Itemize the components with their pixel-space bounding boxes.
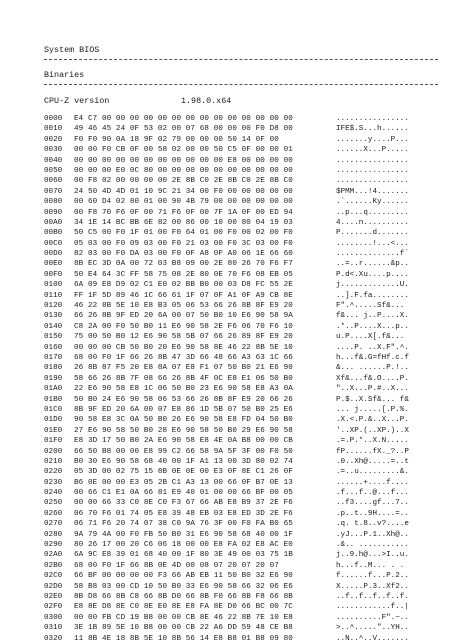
hex-row-bytes: 50 C5 00 F0 1F 01 00 F0 64 01 00 F0 00 02 00 F0 [74,229,293,238]
hex-dump-row [44,322,436,332]
hex-dump-row [44,447,436,457]
cpuz-version-label: CPU-Z version [44,96,110,106]
hex-row-address: 00A0 [44,218,63,227]
hex-dump-row [44,561,436,571]
hex-dump-row [44,353,436,363]
hex-row-bytes: 00 00 00 CB 50 B0 20 E6 90 58 8E 46 22 8B 5E 10 [74,343,293,352]
hex-row-address: 00C0 [44,239,63,248]
hex-row-address: 0130 [44,312,63,321]
hex-row-bytes: 00 60 D4 02 80 01 00 90 4B 79 00 00 00 00 00 00 [74,198,293,207]
hex-row-address: 0020 [44,135,63,144]
hex-row-address: 01C0 [44,405,63,414]
hex-row-bytes: 3E 1B 89 5E 10 B8 00 00 CB 22 A6 DD 59 48 CE B8 [74,624,293,633]
hex-row-bytes: 8B EC 3D 0A 00 72 03 B8 09 00 2E 80 26 70 F6 F7 [74,260,293,269]
hex-row-bytes: 8B 9F ED 20 6A 00 07 E8 86 1D 5B 07 50 B0 25 E6 [74,405,293,414]
hex-row-bytes: 9A 79 4A 00 F0 FB 50 B0 31 E6 90 58 68 40 00 1F [74,530,293,539]
hex-row-ascii: >..^....."..YH.. [336,624,409,633]
hex-row-ascii: u.P....X[.f&... [336,333,409,342]
hex-row-bytes: 58 66 26 8B 7F 08 66 26 8B 4F 0C E8 E1 06 50 B0 [74,374,293,383]
hex-row-address: 0300 [44,613,63,622]
hex-dump-row [44,270,436,280]
hex-dump-row [44,395,436,405]
hex-row-address: 0060 [44,177,63,186]
hex-dump-row [44,176,436,186]
hex-dump-row [44,249,436,259]
hex-row-ascii: .......y....P... [336,135,409,144]
hex-row-ascii: ..].F.fa........ [336,291,409,300]
hex-row-ascii: .*..P....X...p.. [336,322,409,331]
hex-row-ascii: .=..u.........&. [336,468,409,477]
hex-row-address: 0110 [44,291,63,300]
hex-row-ascii: X.....P.3..Xf2.. [336,582,409,591]
hex-row-address: 0080 [44,198,63,207]
hex-row-address: 0260 [44,509,63,518]
hex-dump-row [44,457,436,467]
hex-row-ascii: ................ [336,177,409,186]
hex-row-bytes: 6A 9C E8 39 01 68 40 00 1F 80 3E 49 00 03 75 1B [74,551,293,560]
hex-dump-row [44,187,436,197]
hex-row-ascii: ................ [336,156,409,165]
hex-row-address: 01E0 [44,426,63,435]
hex-dump-row [44,280,436,290]
hex-row-address: 02B0 [44,561,63,570]
hex-row-ascii: ..f..f..f..f..f. [336,592,409,601]
hex-row-bytes: 00 F8 02 00 00 00 00 2E 8B C0 2E 8B C0 2E 8B C0 [74,177,293,186]
hex-row-bytes: 00 00 00 00 00 00 00 00 00 00 00 E8 00 00 00 00 [74,156,293,165]
hex-dump-row [44,156,436,166]
hex-row-ascii: j..9.h@...>I..u. [336,551,409,560]
hex-row-ascii: ..............f` [336,250,409,259]
hex-row-address: 0100 [44,281,63,290]
hex-row-ascii: ..p...q......... [336,208,409,217]
hex-dump-row [44,384,436,394]
hex-row-address: 01F0 [44,437,63,446]
hex-row-address: 0250 [44,499,63,508]
hex-row-ascii: .q. t.8..v?....e [336,520,409,529]
hex-row-ascii: ..=..r......&p.. [336,260,409,269]
hex-row-ascii: F".^.....Sf&... [336,302,409,311]
hex-row-bytes: 00 00 00 E0 0C 80 00 00 00 00 00 00 00 00 00 00 [74,166,293,175]
hex-row-bytes: 11 8B 4E 18 8B 5E 10 8B 56 14 E8 B8 01 B8 09 80 [74,634,293,643]
hex-row-bytes: 00 F8 70 F6 0F 00 71 F6 0F 00 7F 1A 0F 00 ED 94 [74,208,293,217]
hex-row-ascii: 4....n.......... [336,218,409,227]
section-title-binaries: Binaries [44,70,85,80]
hex-row-address: 0310 [44,624,63,633]
hex-dump-row [44,488,436,498]
hex-row-address: 0090 [44,208,63,217]
hex-row-address: 0290 [44,541,63,550]
hex-row-address: 0120 [44,302,63,311]
hex-row-address: 0320 [44,634,63,643]
hex-dump-row [44,363,436,373]
hex-dump-row [44,124,436,134]
hex-row-ascii: .p..t..9H....=.. [336,509,409,518]
hex-dump-row [44,197,436,207]
hex-row-ascii: .f...f..@...f... [336,489,409,498]
hex-row-bytes: 00 00 FB CD 19 B8 00 00 CB 8E 46 22 8B 7E 10 E8 [74,613,293,622]
hex-row-bytes: 66 26 8B 9F ED 20 6A 00 07 50 B0 10 E6 90 58 9A [74,312,293,321]
hex-row-ascii: ................ [336,115,409,123]
hex-row-ascii: ................ [336,166,409,175]
hex-dump-row [44,582,436,592]
hex-row-ascii: ... j.....[.P.%. [336,405,409,414]
hex-row-bytes: 8B D8 66 8B C8 66 8B D0 66 8B F0 66 8B F8 66 8B [74,592,293,601]
hex-row-ascii: ......+....f.... [336,478,409,487]
hex-row-bytes: B0 30 E6 90 58 68 40 00 1F A1 13 00 3D 80 02 74 [74,457,293,466]
hex-dump-row [44,343,436,353]
hex-row-bytes: 05 3D 00 02 75 15 8B 0E 0E 00 E3 0F 8E C1 26 0F [74,468,293,477]
hex-row-ascii: j.............U. [336,281,409,290]
hex-dump-row [44,291,436,301]
hex-row-address: 0210 [44,457,63,466]
hex-dump-row [44,301,436,311]
hex-dump-row [44,145,436,155]
section-divider [44,84,438,85]
hex-row-address: 0140 [44,322,63,331]
hex-row-ascii: ..f3....gf...7.. [336,499,409,508]
hex-dump-row [44,602,436,612]
hex-row-bytes: 00 00 F0 CB 0F 00 58 02 00 00 50 C5 0F 00 00 01 [74,146,293,155]
hex-row-bytes: C8 2A 00 F0 50 B0 11 E6 90 58 2E F6 06 70 F6 10 [74,322,293,331]
hex-row-bytes: 46 22 8B 5E 10 E8 B3 05 06 53 66 26 8B 8F E9 20 [74,302,293,311]
hex-dump-row [44,405,436,415]
hex-row-bytes: 75 00 50 B0 12 E6 90 58 5B 07 66 26 89 8F E9 20 [74,333,293,342]
hex-dump-row [44,228,436,238]
hex-dump-row [44,311,436,321]
hex-dump-row [44,550,436,560]
hex-row-bytes: 24 50 4D 4D 01 10 9C 21 34 00 F0 00 00 00 00 00 [74,187,293,196]
hex-dump-row [44,135,436,145]
hex-row-address: 01D0 [44,416,63,425]
hex-dump-row [44,540,436,550]
hex-dump-row [44,530,436,540]
hex-row-bytes: 06 70 F6 01 74 05 E8 39 48 EB 03 E8 ED 3D 2E F6 [74,509,293,518]
hex-row-bytes: E4 C7 00 00 00 00 00 00 00 00 00 00 00 00 00 00 [74,115,293,123]
hex-dump-row [44,114,436,124]
section-divider [44,59,438,60]
section-title-system-bios: System BIOS [44,45,100,55]
hex-row-address: 0010 [44,125,63,134]
hex-row-address: 01A0 [44,385,63,394]
hex-row-address: 02E0 [44,592,63,601]
hex-dump-row [44,509,436,519]
hex-row-bytes: E8 8E D8 8E C0 8E E0 8E E8 FA 8E D0 66 BC 00 7C [74,603,293,612]
hex-row-address: 0200 [44,447,63,456]
hex-row-address: 0070 [44,187,63,196]
hex-row-ascii: ....P. ..X.F".^. [336,343,409,352]
hex-dump-row [44,467,436,477]
hex-dump-row [44,239,436,249]
cpuz-version-value: 1.98.0.x64 [181,96,232,106]
hex-row-address: 00F0 [44,270,63,279]
hex-row-bytes: 00 66 C1 E1 0A 66 81 E9 40 01 00 00 66 BF 00 05 [74,489,293,498]
hex-row-bytes: 49 46 45 24 0F 53 02 00 07 68 00 00 00 F0 D8 00 [74,125,293,134]
hex-dump-row [44,218,436,228]
hex-row-bytes: F0 F0 90 0A 18 9F 02 79 00 00 00 50 14 0F 00 [74,135,279,144]
hex-row-ascii: $PMM...!4....... [336,187,409,196]
hex-row-address: 0270 [44,520,63,529]
hex-dump-row [44,498,436,508]
hex-row-address: 0040 [44,156,63,165]
hex-row-ascii: .yJ...P.1..Xh@.. [336,530,409,539]
hex-row-bytes: 50 B0 24 E6 90 58 06 53 66 26 8B 8F E9 20 66 26 [74,395,293,404]
hex-row-ascii: P.d<.Xu....p.... [336,270,409,279]
hex-dump-row [44,519,436,529]
hex-row-bytes: E8 3D 17 50 B0 2A E6 90 58 E8 4E 0A B8 00 00 CB [74,437,293,446]
hex-row-address: 0050 [44,166,63,175]
hex-row-bytes: 66 BF 00 00 00 00 F3 66 AB EB 11 50 B0 32 E6 90 [74,572,293,581]
hex-row-ascii: h...f..M... . . [336,561,409,570]
hex-row-bytes: 34 1E 14 BC BB 6E 82 00 86 00 10 00 80 04 19 03 [74,218,293,227]
hex-dump-row [44,592,436,602]
hex-row-bytes: 80 26 17 00 20 C6 06 18 00 00 E8 FA 02 E8 AC E0 [74,541,293,550]
hex-row-address: 0000 [44,115,63,123]
hex-row-ascii: .0..Xh@.....=..t [336,457,409,466]
hex-row-address: 0240 [44,489,63,498]
hex-row-bytes: 50 E4 64 3C FF 58 75 08 2E 80 0E 70 F6 08 EB 05 [74,270,293,279]
hex-row-ascii: ........!...<... [336,239,409,248]
hex-row-bytes: 58 B8 03 00 CD 10 50 B0 33 E6 90 58 66 32 06 E6 [74,582,293,591]
hex-row-ascii: IFE$.S...h...... [336,125,409,134]
hex-dump-row [44,332,436,342]
hex-dump-row [44,426,436,436]
hex-row-ascii: '..XP.(..XP.)..X [336,426,409,435]
hex-row-ascii: .&.. ........... [336,541,409,550]
hex-row-ascii: f......f...P.2.. [336,572,409,581]
hex-dump-row [44,478,436,488]
hex-dump-row [44,374,436,384]
hex-dump-row [44,613,436,623]
hex-dump-row [44,571,436,581]
hex-row-address: 02A0 [44,551,63,560]
hex-row-ascii: f&... j..P....X. [336,312,409,321]
hex-dump [44,114,436,644]
hex-row-address: 0190 [44,374,63,383]
hex-dump-row [44,208,436,218]
hex-row-bytes: 00 00 66 33 C0 8E C0 F3 67 66 AB E8 B9 37 2E F6 [74,499,293,508]
hex-row-ascii: &... ......P.!.. [336,364,409,373]
hex-row-address: 02C0 [44,572,63,581]
hex-row-address: 0030 [44,146,63,155]
hex-row-bytes: 05 03 00 F0 09 03 00 F0 21 03 00 F0 3C 03 00 F0 [74,239,293,248]
hex-row-address: 0150 [44,333,63,342]
hex-dump-row [44,166,436,176]
hex-row-address: 0220 [44,468,63,477]
hex-row-address: 00E0 [44,260,63,269]
hex-row-bytes: 06 71 F6 20 74 07 38 C0 9A 76 3F 00 F0 FA B0 65 [74,520,293,529]
hex-row-bytes: 68 00 F0 1F 66 8B 0E 4D 00 08 07 20 07 20 07 [74,561,279,570]
hex-row-ascii: ............f..| [336,603,409,612]
hex-row-bytes: 26 8B 87 F5 20 E8 8A 07 E8 F1 07 50 B0 21 E6 90 [74,364,293,373]
hex-row-address: 0160 [44,343,63,352]
hex-row-ascii: .=.P.*..X.N..... [336,437,409,446]
hex-dump-row [44,415,436,425]
hex-row-ascii: h...f&.G=fHf.c.f [336,353,409,362]
hex-dump-row [44,259,436,269]
hex-row-ascii: P.$..X.Sf&... f& [336,395,409,404]
hex-row-ascii: ..........F".~.. [336,613,409,622]
hex-row-ascii: "..X...P.#..X... [336,385,409,394]
hex-row-address: 0230 [44,478,63,487]
hex-row-bytes: 90 58 E8 3C 0A 50 B0 26 E6 90 58 E8 FD 04 50 B0 [74,416,293,425]
hex-row-bytes: 6A 09 E8 D9 02 C1 E0 02 BB B0 00 03 D8 FC 55 2E [74,281,293,290]
hex-row-bytes: 22 E6 90 58 E8 1C 06 50 B0 23 E6 90 58 E8 A3 0A [74,385,293,394]
hex-row-address: 00B0 [44,229,63,238]
hex-row-bytes: 68 00 F0 1F 66 26 8B 47 3D 66 48 66 A3 63 1C 66 [74,353,293,362]
hex-row-bytes: 82 03 00 F0 DA 03 00 F0 0F A8 0F A0 06 1E 66 60 [74,250,293,259]
hex-row-address: 02F0 [44,603,63,612]
hex-row-address: 01B0 [44,395,63,404]
hex-row-ascii: Xf&...f&.O....P. [336,374,409,383]
hex-row-bytes: 27 E6 90 58 50 B0 28 E6 90 58 50 B0 29 E6 90 58 [74,426,293,435]
hex-row-address: 00D0 [44,250,63,259]
hex-row-address: 02D0 [44,582,63,591]
hex-row-address: 0280 [44,530,63,539]
hex-row-bytes: B6 0E 00 00 E3 05 2B C1 A3 13 00 66 0F B7 0E 13 [74,478,293,487]
hex-row-ascii: .X.<.P.&..X...P. [336,416,409,425]
hex-row-ascii: ..N..^..V....... [336,634,409,643]
hex-row-ascii: .`......Ky...... [336,198,409,207]
hex-dump-row [44,634,436,644]
hex-row-ascii: P.......d....... [336,229,409,238]
hex-row-address: 0170 [44,353,63,362]
hex-row-bytes: 66 50 B8 00 00 E8 99 C2 66 58 9A 5F 3F 00 F0 50 [74,447,293,456]
hex-dump-row [44,436,436,446]
hex-row-address: 0180 [44,364,63,373]
hex-row-ascii: fP......fX._?..P [336,447,409,456]
hex-row-ascii: ......X...P..... [336,146,409,155]
hex-row-bytes: FF 1F 5D 89 46 1C 66 61 1F 07 0F A1 0F A9 CB 8E [74,291,293,300]
